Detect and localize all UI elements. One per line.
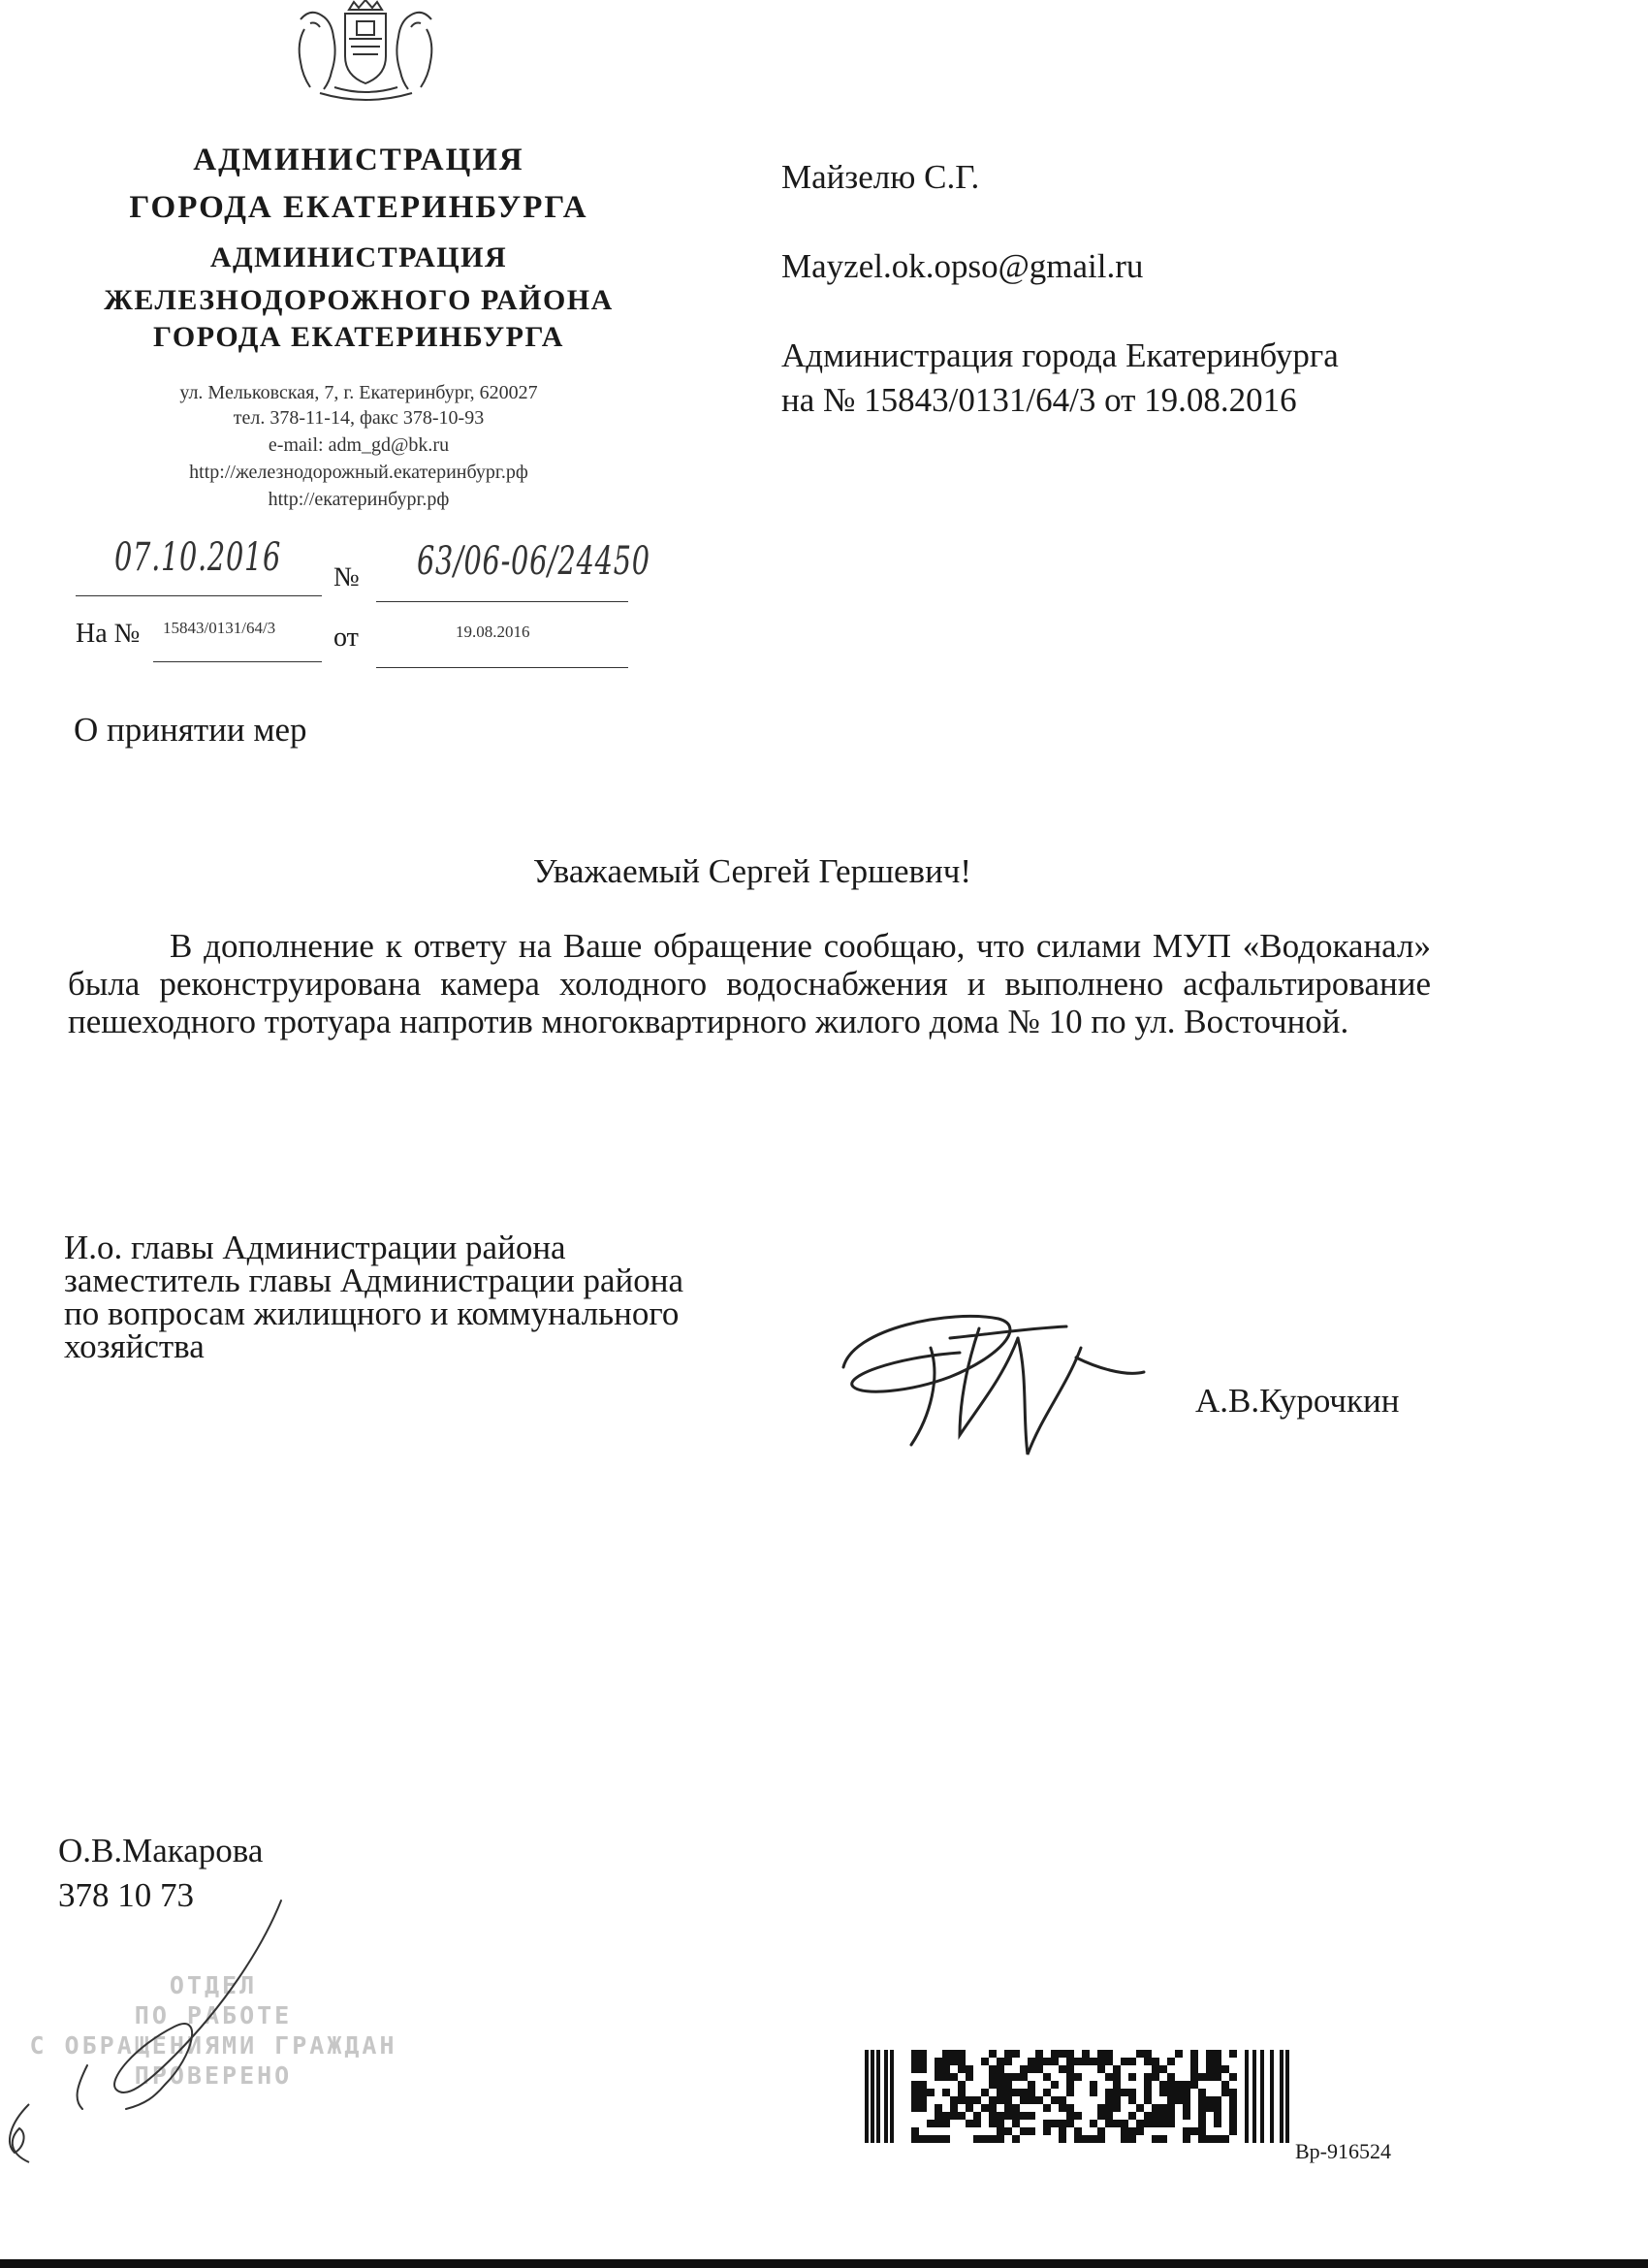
recipient-ref-line1: Администрация города Екатеринбурга: [781, 336, 1339, 374]
executor-name: О.В.Макарова: [58, 1832, 264, 1869]
org-subtitle-line2: ЖЕЛЕЗНОДОРОЖНОГО РАЙОНА: [104, 284, 614, 316]
coat-of-arms-icon: [281, 0, 451, 107]
address-line: ул. Мельковская, 7, г. Екатеринбург, 620027: [179, 382, 538, 403]
recipient-email: Mayzel.ok.opso@gmail.ru: [781, 247, 1144, 285]
letter-body-paragraph: В дополнение к ответу на Ваше обращение сообщаю, что силами МУП «Водоканал» была реконструирована камера холодного водоснабжения и выполнено асфальтирование пешеходного тротуара напротив многоквартирного жилого дома № 10 по ул. Восточной.: [68, 927, 1431, 1040]
org-subtitle-line3: ГОРОДА ЕКАТЕРИНБУРГА: [153, 321, 564, 353]
number-underline: [376, 601, 628, 602]
signatory-name: А.В.Курочкин: [1195, 1382, 1400, 1420]
website-line-2: http://екатеринбург.рф: [268, 489, 450, 510]
letter-body: [68, 927, 1431, 1040]
org-title-line2: ГОРОДА ЕКАТЕРИНБУРГА: [129, 190, 588, 225]
org-title-line1: АДМИНИСТРАЦИЯ: [193, 143, 524, 177]
reference-label: На №: [76, 619, 141, 649]
barcode: [865, 2050, 1291, 2143]
executor-mark-scribble: [68, 1891, 320, 2143]
from-label: от: [333, 623, 359, 653]
stamp-line1: ОТДЕЛ: [169, 1971, 258, 1999]
reference-date-underline: [376, 667, 628, 668]
reference-number: 15843/0131/64/3: [163, 619, 276, 637]
signatory-line2: заместитель главы Администрации района: [64, 1262, 684, 1299]
executor-phone: 378 10 73: [58, 1876, 194, 1914]
reference-date: 19.08.2016: [456, 623, 530, 641]
website-line-1: http://железнодорожный.екатеринбург.рф: [189, 462, 528, 483]
date-underline: [76, 595, 322, 596]
number-label: №: [333, 562, 360, 592]
barcode-code: Вр-916524: [1295, 2139, 1391, 2163]
handwritten-date: 07.10.2016: [114, 535, 282, 580]
stamp-line4: ПРОВЕРЕНО: [134, 2061, 293, 2090]
reference-underline: [153, 661, 322, 662]
stamp-line3: С ОБРАЩЕНИЯМИ ГРАЖДАН: [29, 2031, 397, 2060]
salutation: Уважаемый Сергей Гершевич!: [532, 852, 972, 890]
signatory-line4: хозяйства: [64, 1327, 205, 1365]
email-line: e-mail: adm_gd@bk.ru: [268, 434, 450, 456]
page-bottom-border: [0, 2259, 1648, 2268]
handwritten-signature: [834, 1299, 1154, 1464]
recipient-name: Майзелю С.Г.: [781, 158, 980, 196]
phone-line: тел. 378-11-14, факс 378-10-93: [233, 407, 485, 429]
subject-line: О принятии мер: [74, 711, 307, 749]
margin-mark-scribble: [0, 2094, 39, 2172]
org-subtitle-line1: АДМИНИСТРАЦИЯ: [209, 241, 508, 273]
recipient-ref-line2: на № 15843/0131/64/3 от 19.08.2016: [781, 381, 1297, 419]
handwritten-number: 63/06-06/24450: [417, 539, 650, 584]
signatory-line3: по вопросам жилищного и коммунального: [64, 1294, 680, 1332]
stamp-line2: ПО РАБОТЕ: [134, 2001, 293, 2029]
signatory-line1: И.о. главы Администрации района: [64, 1229, 566, 1266]
signatory-position: [64, 1231, 683, 1363]
